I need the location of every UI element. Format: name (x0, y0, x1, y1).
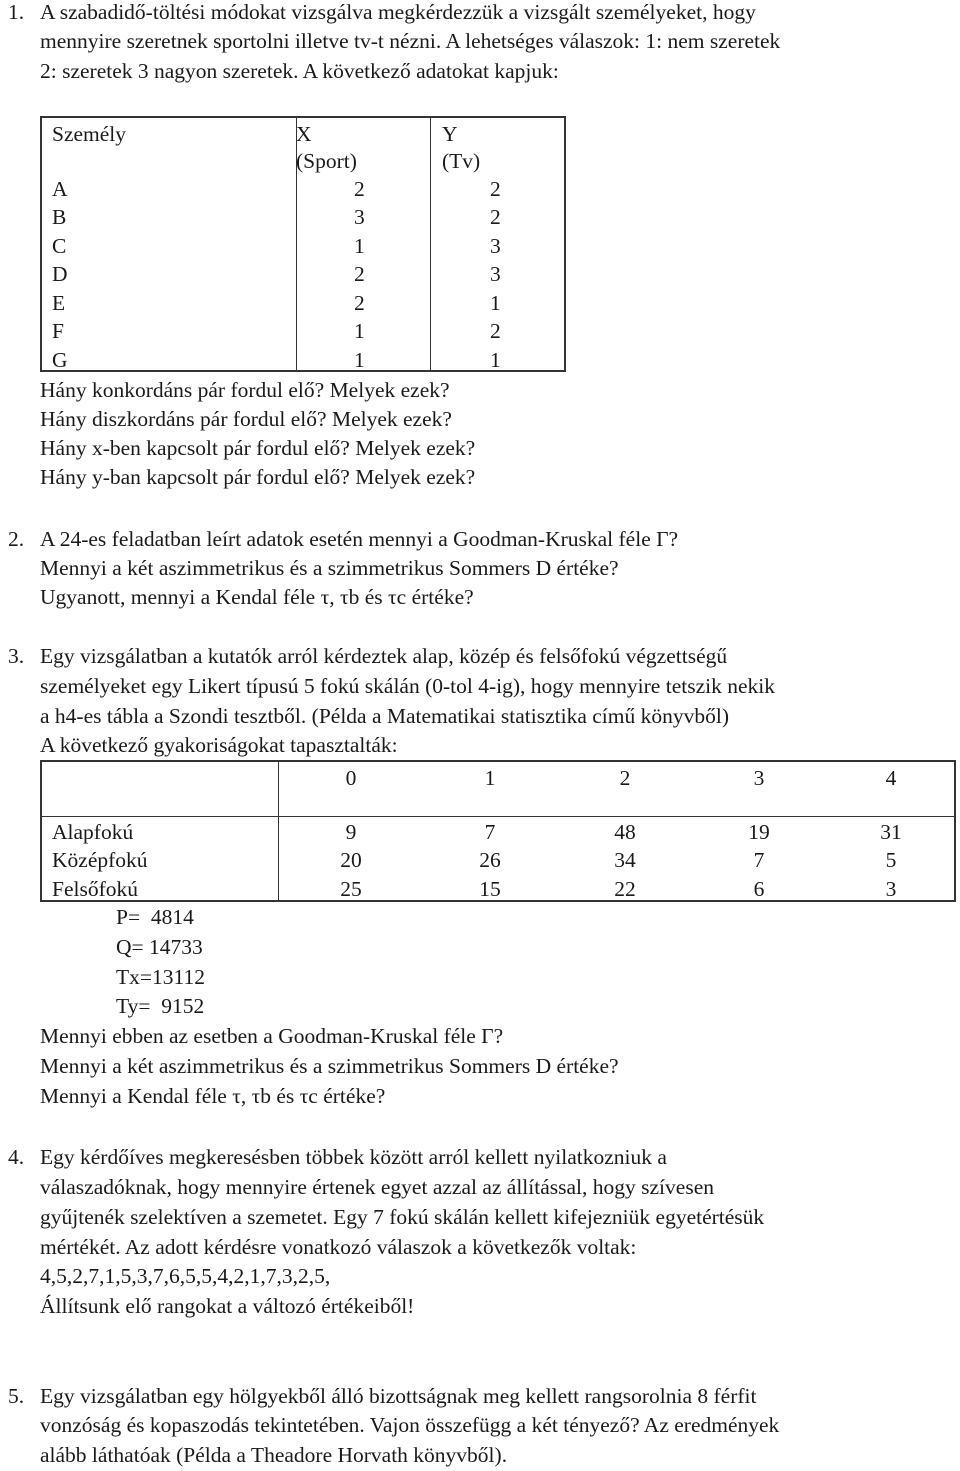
table-row-label: G (52, 348, 68, 372)
table-cell: 2 (354, 291, 365, 315)
table-cell: 20 (340, 848, 362, 872)
table-cell: 2 (490, 319, 501, 343)
q3-line-4: A következő gyakoriságokat tapasztalták: (40, 733, 398, 757)
table-row-label: D (52, 262, 68, 286)
stat-p: P= 4814 (116, 905, 194, 929)
q3-number: 3. (8, 644, 25, 668)
q1-number: 1. (8, 0, 25, 24)
stat-tx: Tx=13112 (116, 965, 205, 989)
table-row-label: Felsőfokú (52, 877, 138, 901)
table-row-label: B (52, 205, 67, 229)
table-cell: 31 (880, 820, 902, 844)
table-cell: 2 (490, 205, 501, 229)
table-row-label: F (52, 319, 64, 343)
q3-question-2: Mennyi a két aszimmetrikus és a szimmetrikus Sommers D értéke? (40, 1054, 619, 1078)
q4-line-3: gyűjtenék szelektíven a szemetet. Egy 7 fokú skálán kellett kifejezniük egyetértésük (40, 1205, 765, 1229)
table-row-label: C (52, 234, 67, 258)
q1-line-3: 2: szeretek 3 nagyon szeretek. A következő adatokat kapjuk: (40, 59, 559, 83)
table-cell: 5 (885, 848, 897, 872)
q3-question-3: Mennyi a Kendal féle τ, τb és τc értéke? (40, 1084, 386, 1108)
table-header-scale: 2 (619, 766, 631, 790)
q1-line-1: A szabadidő-töltési módokat vizsgálva megkérdezzük a vizsgált személyeket, hogy (40, 0, 756, 24)
q4-line-6: Állítsunk elő rangokat a változó értékeiből! (40, 1294, 415, 1318)
table-cell: 15 (479, 877, 501, 901)
table-cell: 7 (753, 848, 765, 872)
table-cell: 1 (490, 291, 501, 315)
q3-line-2: személyeket egy Likert típusú 5 fokú skálán (0-tol 4-ig), hogy mennyire tetszik nekik (40, 674, 775, 698)
table-header-scale: 1 (484, 766, 496, 790)
table-cell: 3 (885, 877, 897, 901)
table-row-label: A (52, 177, 68, 201)
q1-question-1: Hány konkordáns pár fordul elő? Melyek ezek? (40, 378, 450, 402)
q5-number: 5. (8, 1384, 25, 1408)
table-cell: 3 (490, 262, 501, 286)
table-cell: 3 (490, 234, 501, 258)
table-row-label: E (52, 291, 66, 315)
q4-line-5: 4,5,2,7,1,5,3,7,6,5,5,4,2,1,7,3,2,5, (40, 1264, 331, 1288)
table-row-label: Középfokú (52, 848, 148, 872)
table-cell: 2 (354, 177, 365, 201)
table-header-person: Személy (52, 122, 127, 146)
table-cell: 22 (614, 877, 636, 901)
table-header-scale: 3 (753, 766, 765, 790)
q5-line-2: vonzóság és kopaszodás tekintetében. Vajon összefügg a két tényező? Az eredmények (40, 1413, 780, 1437)
q1-question-4: Hány y-ban kapcsolt pár fordul elő? Melyek ezek? (40, 465, 476, 489)
q2-line-1: A 24-es feladatban leírt adatok esetén mennyi a Goodman-Kruskal féle Γ? (40, 527, 679, 551)
frequency-table (40, 760, 956, 902)
table-cell: 25 (340, 877, 362, 901)
table-cell: 2 (490, 177, 501, 201)
q3-line-3: a h4-es tábla a Szondi tesztből. (Példa a Matematikai statisztika című könyvből) (40, 704, 730, 728)
q3-question-1: Mennyi ebben az esetben a Goodman-Kruskal féle Γ? (40, 1024, 504, 1048)
stat-ty: Ty= 9152 (116, 994, 205, 1018)
q4-number: 4. (8, 1145, 25, 1169)
q4-line-1: Egy kérdőíves megkeresésben többek között arról kellett nyilatkozniuk a (40, 1145, 667, 1169)
table-header-x: X (296, 122, 312, 146)
table-cell: 34 (614, 848, 636, 872)
q1-question-2: Hány diszkordáns pár fordul elő? Melyek ezek? (40, 407, 452, 431)
table-cell: 48 (614, 820, 636, 844)
table-cell: 19 (748, 820, 770, 844)
table-cell: 9 (345, 820, 357, 844)
table-cell: 26 (479, 848, 501, 872)
table-header-scale: 4 (885, 766, 897, 790)
q1-line-2: mennyire szeretnek sportolni illetve tv-t nézni. A lehetséges válaszok: 1: nem szeretek (40, 29, 781, 53)
q3-line-1: Egy vizsgálatban a kutatók arról kérdeztek alap, közép és felsőfokú végzettségű (40, 644, 728, 668)
table-header-y: Y (442, 122, 458, 146)
q4-line-2: válaszadóknak, hogy mennyire értenek egyet azzal az állítással, hogy szívesen (40, 1175, 714, 1199)
table-cell: 1 (354, 234, 365, 258)
table-header-scale: 0 (345, 766, 357, 790)
q2-line-2: Mennyi a két aszimmetrikus és a szimmetrikus Sommers D értéke? (40, 556, 619, 580)
q1-question-3: Hány x-ben kapcsolt pár fordul elő? Melyek ezek? (40, 436, 476, 460)
table-row-label: Alapfokú (52, 820, 134, 844)
table-cell: 1 (490, 348, 501, 372)
q4-line-4: mértékét. Az adott kérdésre vonatkozó válaszok a következők voltak: (40, 1235, 637, 1259)
table-cell: 1 (354, 319, 365, 343)
q2-number: 2. (8, 527, 25, 551)
table-cell: 2 (354, 262, 365, 286)
stat-q: Q= 14733 (116, 935, 203, 959)
table-cell: 7 (484, 820, 496, 844)
sport-tv-table (40, 116, 566, 372)
table-cell: 3 (354, 205, 365, 229)
q5-line-3: alább láthatóak (Példa a Theadore Horvath könyvből). (40, 1443, 508, 1467)
table-cell: 6 (753, 877, 765, 901)
q2-line-3: Ugyanott, mennyi a Kendal féle τ, τb és τc értéke? (40, 585, 474, 609)
table-cell: 1 (354, 348, 365, 372)
table-header-y-sub: (Tv) (442, 149, 481, 173)
q5-line-1: Egy vizsgálatban egy hölgyekből álló bizottságnak meg kellett rangsorolnia 8 férfit (40, 1384, 757, 1408)
table-header-x-sub: (Sport) (296, 149, 357, 173)
